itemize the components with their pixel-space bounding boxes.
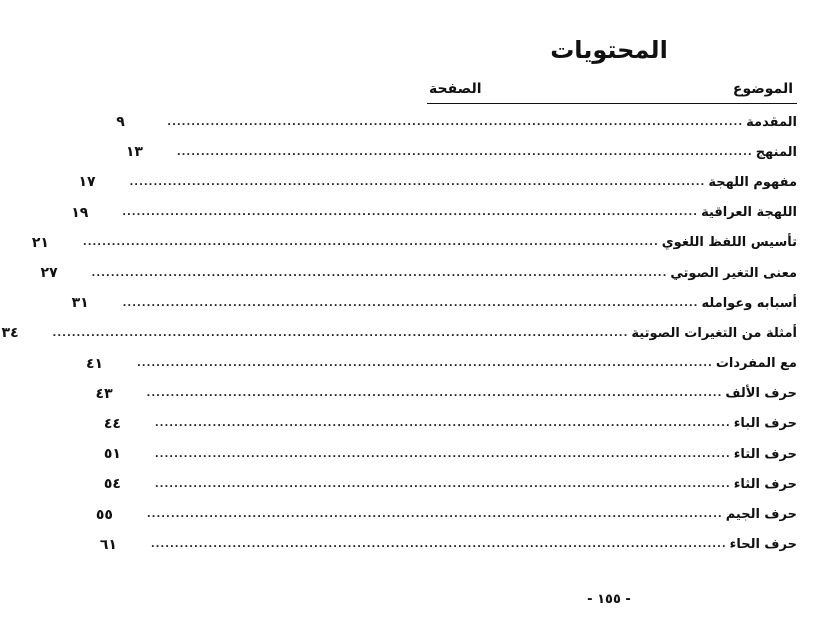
entry-topic: المنهج	[755, 144, 797, 160]
entry-page: ٦١	[99, 536, 117, 553]
entry-page: ٥٥	[95, 506, 113, 523]
list-item	[125, 137, 797, 167]
entry-page: ١٧	[78, 174, 96, 191]
header-divider	[427, 103, 797, 104]
entry-page: ٢٧	[40, 265, 58, 282]
page-column-header: الصفحة	[429, 81, 482, 97]
dot-leader: ........................................................................................................................	[122, 297, 699, 309]
entry-page: ١٩	[71, 204, 89, 221]
list-item	[95, 499, 797, 529]
page-title: المحتويات	[550, 36, 668, 64]
list-item	[40, 258, 797, 288]
topic-column-header: الموضوع	[732, 81, 793, 97]
list-item	[31, 228, 797, 258]
dot-leader: ........................................................................................................................	[176, 146, 753, 158]
list-item	[103, 469, 797, 499]
dot-leader: ........................................................................................................................	[167, 116, 744, 128]
dot-leader: ........................................................................................................................	[91, 267, 668, 279]
entry-topic: حرف الحاء	[729, 537, 797, 553]
entry-page: ٣٤	[1, 325, 19, 342]
entry-topic: مفهوم اللهجة	[708, 174, 797, 190]
dot-leader: ........................................................................................................................	[52, 327, 629, 339]
list-item	[71, 198, 797, 228]
entry-topic: حرف التاء	[733, 446, 797, 462]
entry-page: ٤٣	[95, 385, 113, 402]
dot-leader: ........................................................................................................................	[129, 176, 706, 188]
dot-leader: ........................................................................................................................	[82, 237, 659, 249]
entry-topic: تأسيس اللفظ اللغوي	[661, 235, 797, 251]
entry-topic: حرف الثاء	[733, 476, 797, 492]
entry-topic: حرف الباء	[733, 416, 797, 432]
dot-leader: ........................................................................................................................	[136, 358, 713, 370]
dot-leader: ........................................................................................................................	[154, 478, 731, 490]
dot-leader: ........................................................................................................................	[154, 448, 731, 460]
contents-list	[1, 107, 797, 560]
dot-leader: ........................................................................................................................	[154, 418, 731, 430]
entry-topic: أسبابه وعوامله	[701, 295, 797, 311]
list-item	[116, 107, 797, 137]
page-number: - ١٥٥ -	[587, 592, 631, 607]
entry-page: ٤٤	[103, 415, 121, 432]
list-item	[95, 379, 797, 409]
entry-topic: أمثلة من التغيرات الصوتية	[631, 325, 797, 341]
list-item	[71, 288, 797, 318]
entry-topic: حرف الجيم	[725, 507, 797, 523]
list-item	[103, 439, 797, 469]
dot-leader: ........................................................................................................................	[150, 539, 727, 551]
entry-page: ٩	[116, 114, 125, 131]
entry-page: ٥٤	[103, 476, 121, 493]
entry-page: ٣١	[71, 295, 89, 312]
list-item	[99, 530, 797, 560]
entry-page: ٢١	[31, 234, 49, 251]
list-item	[1, 318, 797, 348]
entry-topic: مع المفردات	[715, 356, 797, 372]
list-item	[103, 409, 797, 439]
entry-topic: اللهجة العراقية	[701, 205, 797, 221]
table-header	[429, 78, 793, 100]
entry-topic: معنى التغير الصوتي	[670, 265, 797, 281]
entry-topic: المقدمة	[746, 114, 797, 130]
list-item	[85, 349, 797, 379]
list-item	[78, 167, 797, 197]
dot-leader: ........................................................................................................................	[146, 509, 723, 521]
entry-page: ١٣	[125, 144, 143, 161]
dot-leader: ........................................................................................................................	[122, 207, 699, 219]
dot-leader: ........................................................................................................................	[146, 388, 723, 400]
entry-page: ٤١	[85, 355, 104, 372]
entry-page: ٥١	[103, 446, 121, 463]
entry-topic: حرف الألف	[725, 386, 797, 402]
